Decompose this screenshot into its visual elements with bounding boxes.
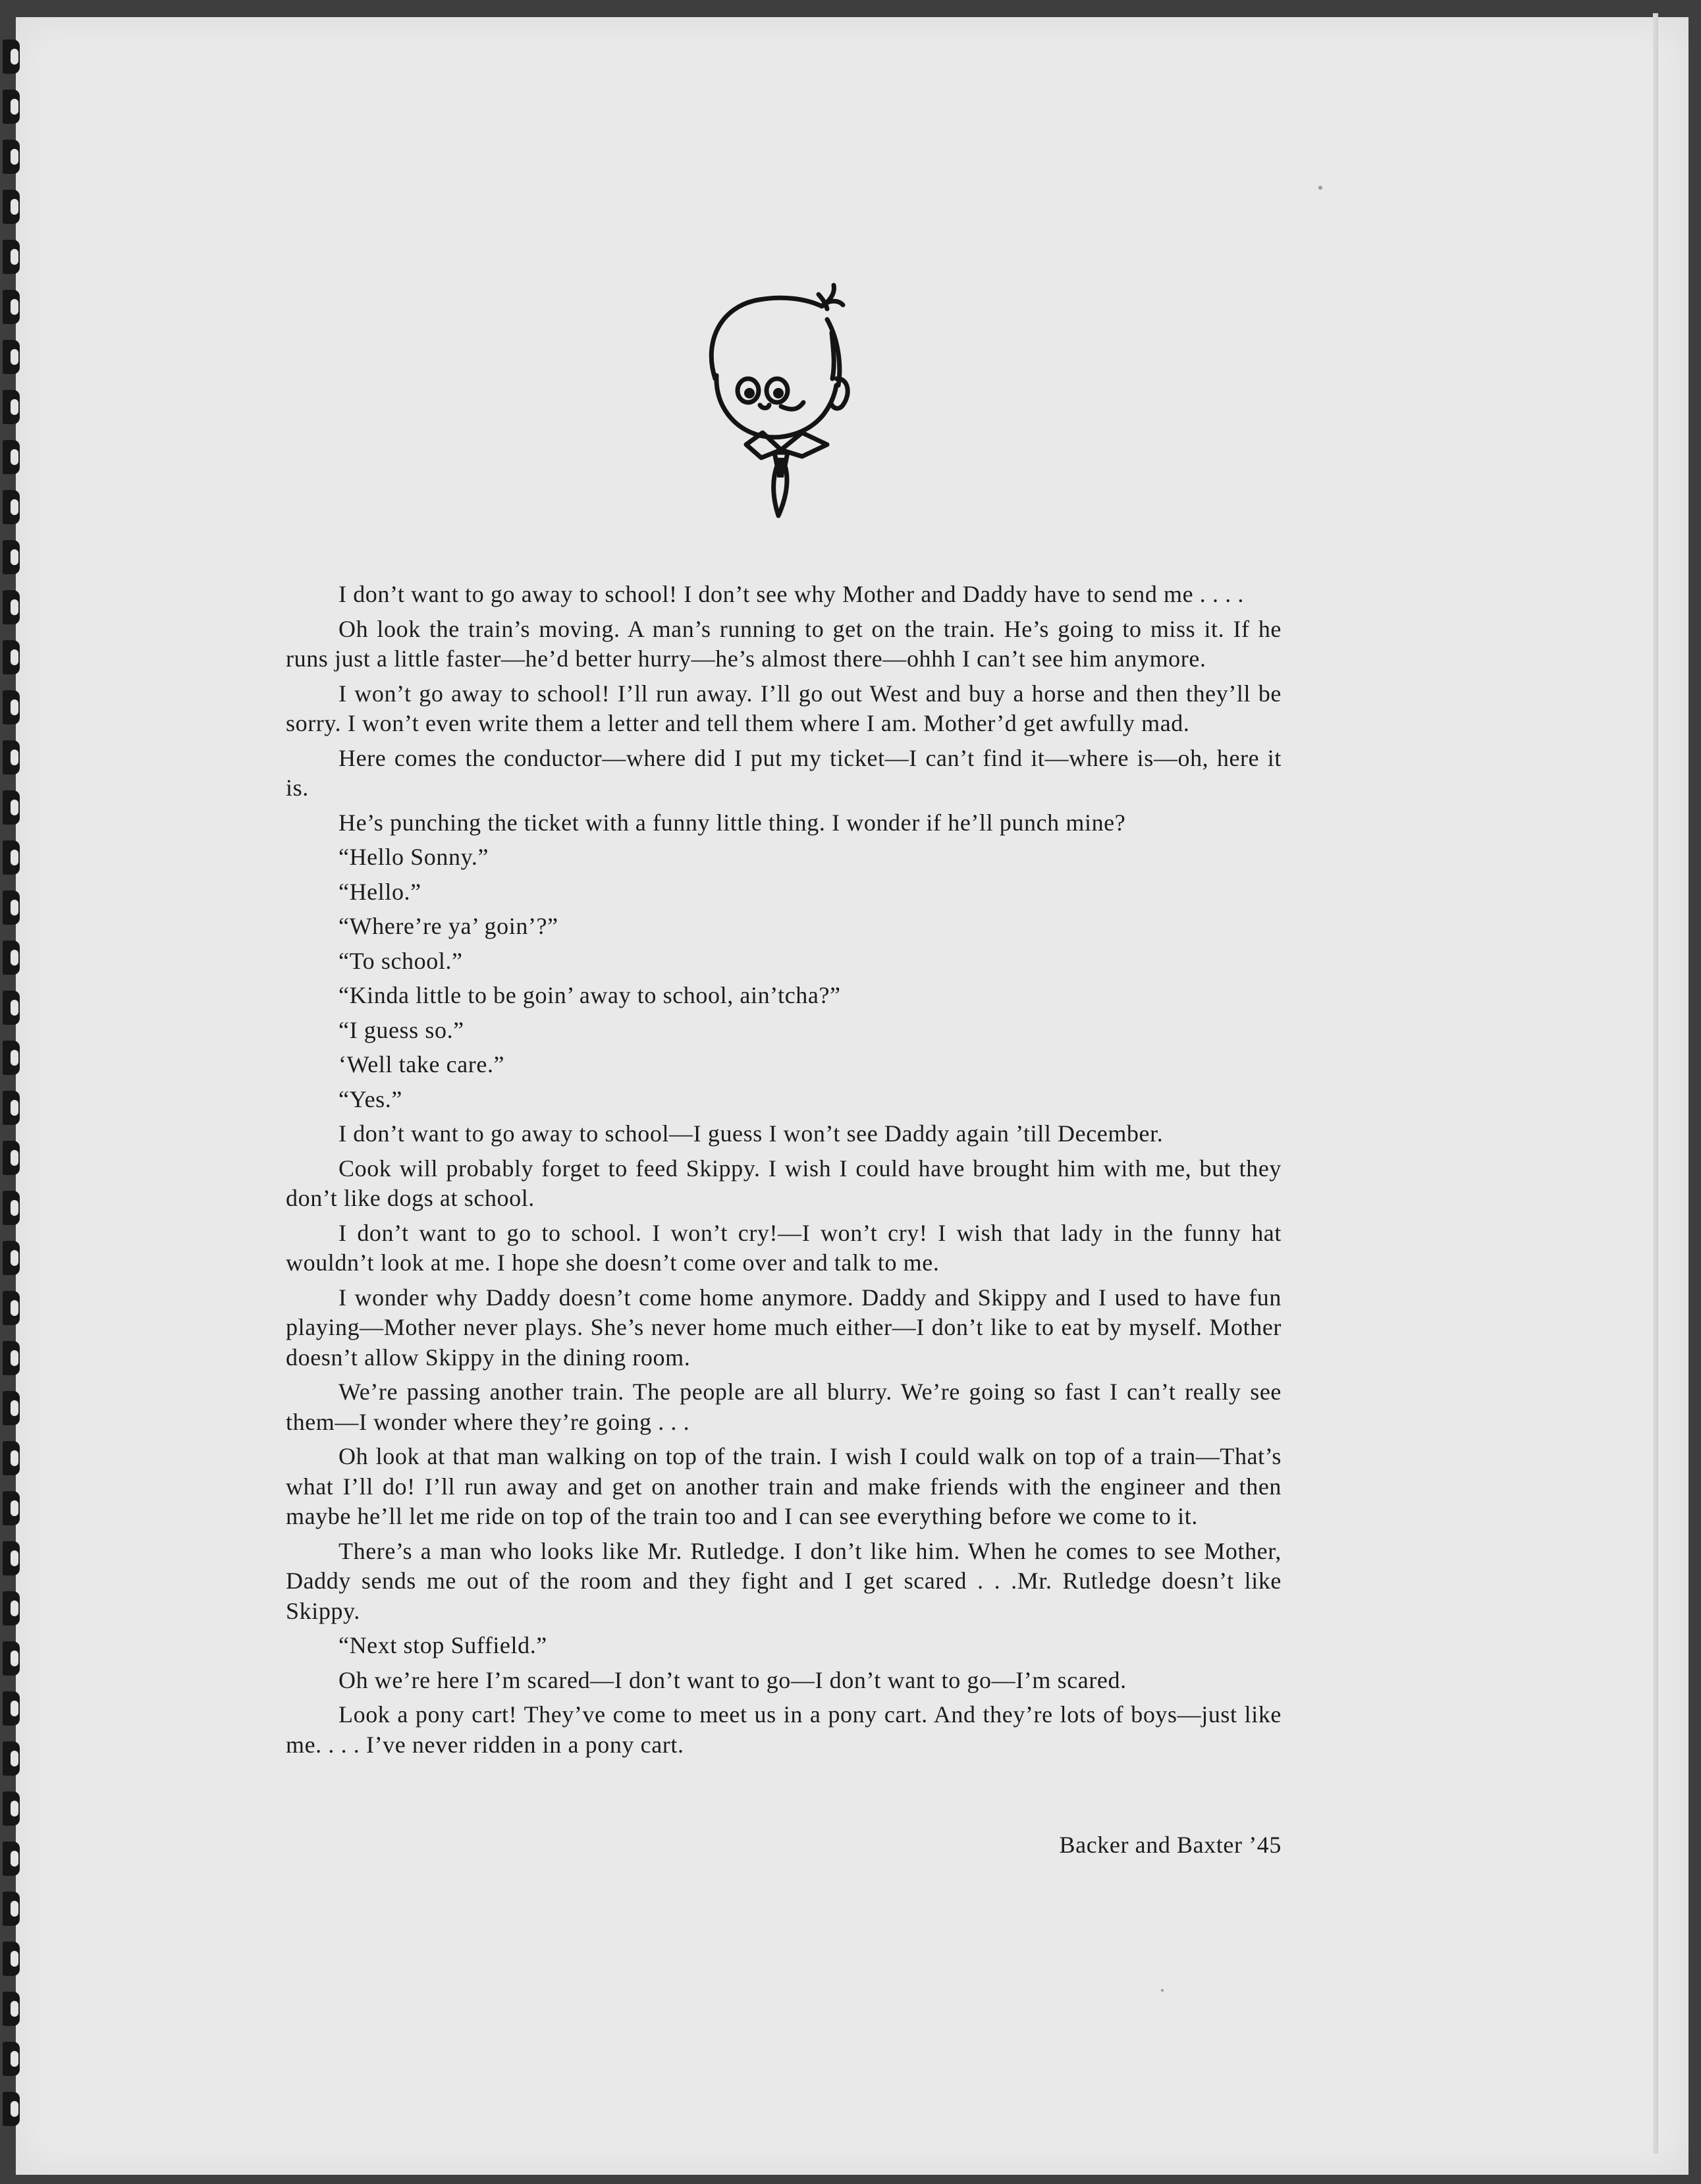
binding-ring: [3, 640, 20, 674]
binding-ring: [3, 1091, 20, 1125]
binding-ring: [3, 1691, 20, 1726]
byline: Backer and Baxter ’45: [1059, 1832, 1282, 1858]
binding-ring: [3, 1341, 20, 1375]
binding-ring: [3, 1942, 20, 1976]
story-paragraph: I won’t go away to school! I’ll run away. I’ll go out West and buy a horse and then they’ll be sorry. I won’t even write them a letter and tell them where I am. Mother’d get awfully mad.: [286, 680, 1282, 736]
story-paragraph: I don’t want to go to school. I won’t cry!—I won’t cry! I wish that lady in the funny hat wouldn’t look at me. I hope she doesn’t come over and talk to me.: [286, 1219, 1282, 1276]
binding-ring: [3, 240, 20, 274]
story-paragraph: “I guess so.”: [338, 1016, 464, 1043]
story-paragraph: Oh we’re here I’m scared—I don’t want to go—I don’t want to go—I’m scared.: [338, 1666, 1127, 1693]
binding-ring: [3, 340, 20, 374]
binding-ring: [3, 1491, 20, 1525]
binding-ring: [3, 1791, 20, 1826]
binding-ring: [3, 1992, 20, 2026]
binding-ring: [3, 1241, 20, 1275]
binding-ring: [3, 40, 20, 74]
binding-ring: [3, 690, 20, 724]
binding-ring: [3, 890, 20, 925]
binding-ring: [3, 390, 20, 424]
binding-ring: [3, 590, 20, 624]
binding-ring: [3, 490, 20, 524]
story-paragraph: There’s a man who looks like Mr. Rutledge. I don’t like him. When he comes to see Mother, Daddy sends me out of the room and they fight and I get scared . . .Mr. Rutledge doesn’t like Skippy.: [286, 1537, 1282, 1624]
binding-ring: [3, 1641, 20, 1676]
binding-ring: [3, 190, 20, 224]
binding-ring: [3, 90, 20, 124]
binding-ring: [3, 1041, 20, 1075]
binding-ring: [3, 1842, 20, 1876]
story-paragraph: I don’t want to go away to school—I guess I won’t see Daddy again ’till December.: [338, 1120, 1164, 1147]
story-paragraph: Oh look at that man walking on top of the train. I wish I could walk on top of a train—That’s what I’ll do! I’ll run away and get on another train and make friends with the engineer and then maybe he’ll let me ride on top of the train too and I can see everything before we come to it.: [286, 1443, 1282, 1529]
story-paragraph: Look a pony cart! They’ve come to meet us in a pony cart. And they’re lots of boys—just like me. . . . I’ve never ridden in a pony cart.: [286, 1701, 1282, 1758]
binding-ring: [3, 2042, 20, 2076]
story-paragraph: “To school.”: [338, 947, 463, 974]
binding-ring: [3, 1441, 20, 1475]
paper-speck: [1318, 186, 1322, 190]
binding-ring: [3, 540, 20, 574]
spiral-binding: [0, 40, 24, 2173]
binding-ring: [3, 1741, 20, 1776]
story-paragraph: Cook will probably forget to feed Skippy. I wish I could have brought him with me, but they don’t like dogs at school.: [286, 1155, 1282, 1211]
binding-ring: [3, 1191, 20, 1225]
story-paragraph: He’s punching the ticket with a funny little thing. I wonder if he’ll punch mine?: [338, 809, 1126, 836]
story-paragraph: “Yes.”: [338, 1085, 402, 1112]
binding-ring: [3, 1291, 20, 1325]
story-paragraph: Oh look the train’s moving. A man’s running to get on the train. He’s going to miss it. If he runs just a little faster—he’d better hurry—he’s almost there—ohhh I can’t see him anymore.: [286, 615, 1282, 672]
binding-ring: [3, 1591, 20, 1625]
page-edge: [1653, 13, 1658, 2154]
binding-ring: [3, 1892, 20, 1926]
binding-ring: [3, 1541, 20, 1575]
binding-ring: [3, 2092, 20, 2126]
story-paragraph: ‘Well take care.”: [338, 1051, 505, 1078]
binding-ring: [3, 941, 20, 975]
cartoon-boy-illustration: [697, 280, 868, 524]
binding-ring: [3, 991, 20, 1025]
binding-ring: [3, 1391, 20, 1425]
story-paragraph: Here comes the conductor—where did I put my ticket—I can’t find it—where is—oh, here it is.: [286, 744, 1282, 801]
story-paragraph: We’re passing another train. The people are all blurry. We’re going so fast I can’t really see them—I wonder where they’re going . . .: [286, 1379, 1282, 1435]
binding-ring: [3, 1141, 20, 1175]
story-text: [286, 580, 1282, 1764]
story-paragraph: “Hello.”: [338, 878, 421, 905]
binding-ring: [3, 840, 20, 875]
binding-ring: [3, 440, 20, 474]
story-paragraph: I wonder why Daddy doesn’t come home anymore. Daddy and Skippy and I used to have fun playing—Mother never plays. She’s never home much either—I don’t like to eat by myself. Mother doesn’t allow Skippy in the dining room.: [286, 1284, 1282, 1371]
story-paragraph: I don’t want to go away to school! I don’t see why Mother and Daddy have to send me . . . .: [338, 581, 1244, 607]
binding-ring: [3, 140, 20, 174]
story-paragraph: “Where’re ya’ goin’?”: [338, 913, 558, 939]
binding-ring: [3, 790, 20, 825]
binding-ring: [3, 740, 20, 775]
story-paragraph: “Hello Sonny.”: [338, 844, 489, 870]
story-paragraph: “Next stop Suffield.”: [338, 1632, 547, 1658]
paper-speck: [1161, 1989, 1164, 1992]
binding-ring: [3, 290, 20, 324]
story-paragraph: “Kinda little to be goin’ away to school, ain’tcha?”: [338, 982, 841, 1008]
